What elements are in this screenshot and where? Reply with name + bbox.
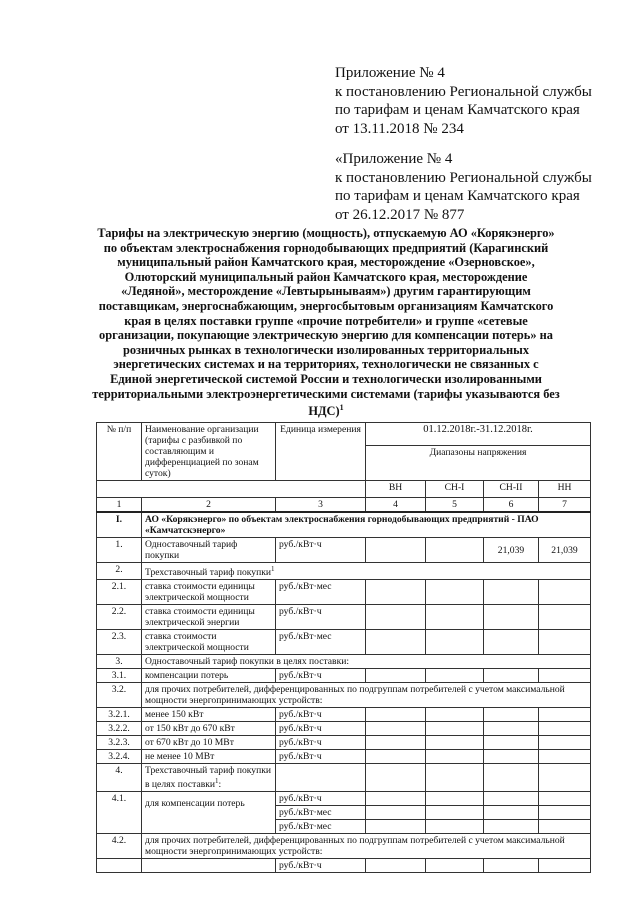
tariff-table <box>96 422 591 873</box>
cell-sn1 <box>426 722 484 736</box>
row-name-text: Трехставочный тариф покупки в целях поставки <box>145 765 272 791</box>
col-number: 3 <box>276 498 366 513</box>
row-unit: руб./кВт·ч <box>276 736 366 750</box>
header-sn1: СН-I <box>426 481 484 498</box>
cell-sn1 <box>426 538 484 563</box>
row-num: 4.1. <box>97 792 142 834</box>
cell-sn2 <box>484 580 539 605</box>
cell-sn2 <box>484 669 539 683</box>
cell-nn <box>539 605 591 630</box>
header-row <box>97 423 591 446</box>
row-unit: руб./кВт·ч <box>276 722 366 736</box>
row-num: 1. <box>97 538 142 563</box>
cell-sn2 <box>484 750 539 764</box>
cell-vn <box>366 750 426 764</box>
header-spacer <box>97 481 366 498</box>
cell-nn <box>539 859 591 873</box>
cell-vn <box>366 722 426 736</box>
row-name: менее 150 кВт <box>142 708 276 722</box>
cell-vn <box>366 806 426 820</box>
appendix-line: к постановлению Региональной службы <box>335 83 592 100</box>
cell-sn2 <box>484 806 539 820</box>
row-num: 3.2.3. <box>97 736 142 750</box>
cell-nn <box>539 820 591 834</box>
row-num: 2.1. <box>97 580 142 605</box>
header-num: № п/п <box>97 423 142 481</box>
row-num: 3. <box>97 655 142 669</box>
row-unit: руб./кВт·ч <box>276 792 366 806</box>
table-row <box>97 792 591 806</box>
cell-sn1 <box>426 708 484 722</box>
footnote-mark: 1 <box>215 777 219 786</box>
row-num: 2. <box>97 563 142 580</box>
cell-vn <box>366 820 426 834</box>
cell-vn <box>366 764 426 792</box>
cell-vn <box>366 630 426 655</box>
cell-sn2 <box>484 722 539 736</box>
cell-nn <box>539 806 591 820</box>
footnote-mark: 1 <box>271 565 275 573</box>
row-unit: руб./кВт·ч <box>276 750 366 764</box>
table-row <box>97 708 591 722</box>
row-name: ставка стоимости электрической мощности <box>142 630 276 655</box>
table-row <box>97 563 591 580</box>
row-name <box>142 859 276 873</box>
cell-nn <box>539 750 591 764</box>
cell-vn <box>366 538 426 563</box>
cell-sn2 <box>484 764 539 792</box>
col-number: 5 <box>426 498 484 513</box>
table-row <box>97 859 591 873</box>
row-num: 2.2. <box>97 605 142 630</box>
table-row <box>97 605 591 630</box>
row-num: 4.2. <box>97 834 142 859</box>
column-number-row <box>97 498 591 513</box>
row-num: I. <box>97 512 142 538</box>
cell-sn1 <box>426 669 484 683</box>
row-unit: руб./кВт·мес <box>276 630 366 655</box>
cell-sn1 <box>426 580 484 605</box>
cell-sn1 <box>426 736 484 750</box>
table-row <box>97 669 591 683</box>
cell-sn2 <box>484 708 539 722</box>
cell-sn2 <box>484 630 539 655</box>
cell-nn <box>539 792 591 806</box>
header-name: Наименование организации (тарифы с разбивкой по составляющим и дифференциацией по зонам суток) <box>142 423 276 481</box>
appendix-line: по тарифам и ценам Камчатского края <box>335 102 580 118</box>
row-name-text: Трехставочный тариф покупки <box>145 567 272 579</box>
row-name: для компенсации потерь <box>142 792 276 834</box>
row-name: для прочих потребителей, дифференцированных по подгруппам потребителей с учетом максимальной мощности энергопринимающих устройств: <box>142 683 591 708</box>
cell-sn2 <box>484 859 539 873</box>
cell-nn <box>539 736 591 750</box>
cell-sn1 <box>426 792 484 806</box>
cell-sn2: 21,039 <box>484 538 539 563</box>
appendix-line: к постановлению Региональной службы <box>335 169 592 186</box>
row-name: компенсации потерь <box>142 669 276 683</box>
heading-footnote: 1 <box>339 403 344 413</box>
row-unit: руб./кВт·мес <box>276 806 366 820</box>
cell-sn2 <box>484 736 539 750</box>
appendix-current <box>335 64 592 138</box>
header-ranges: Диапазоны напряжения <box>366 446 591 481</box>
row-num: 2.3. <box>97 630 142 655</box>
cell-sn1 <box>426 859 484 873</box>
cell-sn1 <box>426 806 484 820</box>
cell-vn <box>366 605 426 630</box>
table-row <box>97 764 591 792</box>
document-heading <box>92 226 560 419</box>
table-row <box>97 655 591 669</box>
header-nn: НН <box>539 481 591 498</box>
row-num: 3.1. <box>97 669 142 683</box>
table-row <box>97 580 591 605</box>
row-name: АО «Корякэнерго» по объектам электроснабжения горнодобывающих предприятий - ПАО «Камчатскэнерго» <box>142 512 591 538</box>
table-row <box>97 630 591 655</box>
row-num: 3.2. <box>97 683 142 708</box>
col-number: 4 <box>366 498 426 513</box>
appendix-line: от 26.12.2017 № 877 <box>335 206 465 223</box>
table-row <box>97 538 591 563</box>
col-number: 6 <box>484 498 539 513</box>
cell-sn2 <box>484 820 539 834</box>
cell-sn2 <box>484 605 539 630</box>
row-name: Одноставочный тариф покупки в целях поставки: <box>142 655 591 669</box>
cell-sn1 <box>426 605 484 630</box>
header-period: 01.12.2018г.-31.12.2018г. <box>366 423 591 446</box>
appendix-line: по тарифам и ценам Камчатского края <box>335 188 580 204</box>
row-unit: руб./кВт·ч <box>276 859 366 873</box>
table-row <box>97 512 591 538</box>
row-unit: руб./кВт·мес <box>276 820 366 834</box>
col-number: 7 <box>539 498 591 513</box>
row-unit <box>276 764 366 792</box>
cell-sn1 <box>426 630 484 655</box>
row-name: Одноставочный тариф покупки <box>142 538 276 563</box>
table-row <box>97 834 591 859</box>
cell-vn <box>366 736 426 750</box>
appendix-line: Приложение № 4 <box>335 65 445 81</box>
header-row <box>97 481 591 498</box>
row-unit: руб./кВт·ч <box>276 708 366 722</box>
cell-sn1 <box>426 820 484 834</box>
header-vn: ВН <box>366 481 426 498</box>
row-num <box>97 859 142 873</box>
row-name <box>142 563 591 580</box>
table-row <box>97 750 591 764</box>
appendix-previous <box>335 150 592 224</box>
row-num: 3.2.2. <box>97 722 142 736</box>
cell-nn <box>539 669 591 683</box>
table-row <box>97 722 591 736</box>
row-num: 3.2.1. <box>97 708 142 722</box>
cell-sn1 <box>426 750 484 764</box>
cell-nn <box>539 580 591 605</box>
cell-nn <box>539 764 591 792</box>
header-sn2: СН-II <box>484 481 539 498</box>
header-unit: Единица измерения <box>276 423 366 481</box>
cell-vn <box>366 580 426 605</box>
cell-nn <box>539 722 591 736</box>
cell-vn <box>366 792 426 806</box>
row-name <box>142 764 276 792</box>
row-unit: руб./кВт·мес <box>276 580 366 605</box>
row-name: для прочих потребителей, дифференцированных по подгруппам потребителей с учетом максимальной мощности энергопринимающих устройств: <box>142 834 591 859</box>
row-unit: руб./кВт·ч <box>276 538 366 563</box>
row-name: ставка стоимости единицы электрической энергии <box>142 605 276 630</box>
cell-nn: 21,039 <box>539 538 591 563</box>
row-num: 3.2.4. <box>97 750 142 764</box>
heading-text: Тарифы на электрическую энергию (мощность), отпускаемую АО «Корякэнерго» по объектам электроснабжения горнодобывающих предприятий (Карагинский муниципальный район Камчатского края, месторождение «Озерновское», Олюторский муниципальный район Камчатского края, месторождение «Ледяной», месторождение «Левтырынываям») другим гарантирующим поставщикам, энергоснабжающим, энергосбытовым организациям Камчатского края в целях поставки группе «прочие потребители» и группе «сетевые организации, покупающие электрическую энергию для компенсации потерь» на розничных рынках в технологически изолированных территориальных энергетических системах и на территориях, технологически не связанных с Единой энергетической системой России и технологически изолированными территориальными электроэнергетическими системами (тарифы указываются без НДС) <box>92 226 560 419</box>
table-row <box>97 683 591 708</box>
row-name: от 150 кВт до 670 кВт <box>142 722 276 736</box>
cell-sn1 <box>426 764 484 792</box>
cell-nn <box>539 630 591 655</box>
row-unit: руб./кВт·ч <box>276 605 366 630</box>
row-name: ставка стоимости единицы электрической мощности <box>142 580 276 605</box>
cell-vn <box>366 669 426 683</box>
table-row <box>97 736 591 750</box>
row-name: не менее 10 МВт <box>142 750 276 764</box>
col-number: 2 <box>142 498 276 513</box>
cell-vn <box>366 859 426 873</box>
row-num: 4. <box>97 764 142 792</box>
appendix-line: «Приложение № 4 <box>335 151 453 167</box>
appendix-line: от 13.11.2018 № 234 <box>335 120 464 137</box>
row-unit: руб./кВт·ч <box>276 669 366 683</box>
cell-nn <box>539 708 591 722</box>
row-name: от 670 кВт до 10 МВт <box>142 736 276 750</box>
cell-sn2 <box>484 792 539 806</box>
cell-vn <box>366 708 426 722</box>
col-number: 1 <box>97 498 142 513</box>
row-name-tail: : <box>218 779 222 791</box>
